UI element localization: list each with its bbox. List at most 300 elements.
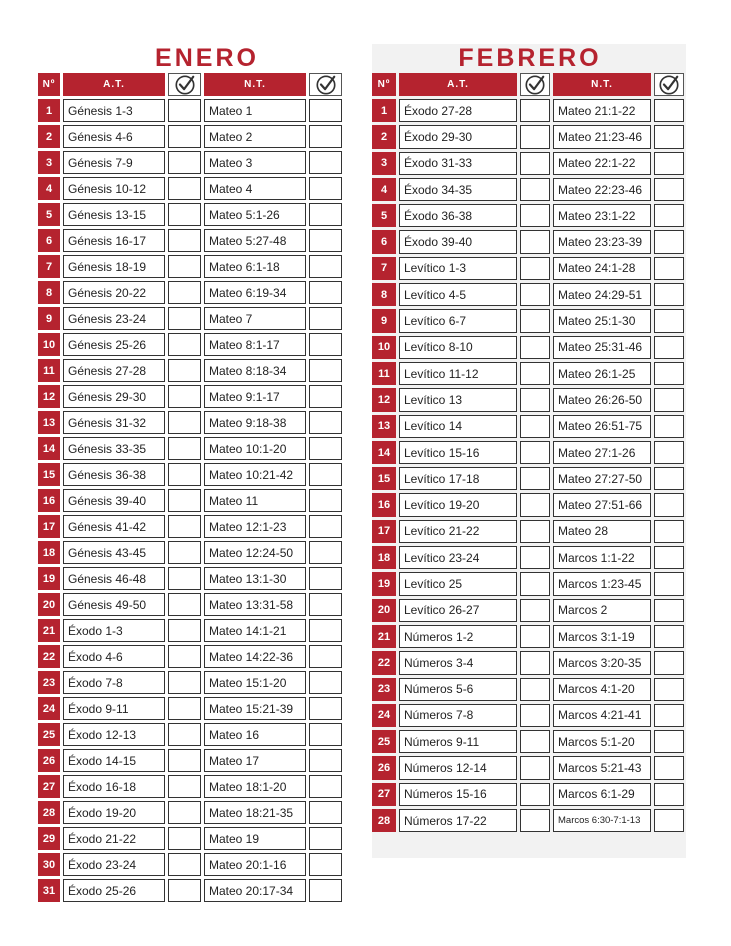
new-testament-reading: Mateo 24:29-51 bbox=[553, 283, 651, 306]
at-checkbox[interactable] bbox=[168, 749, 201, 772]
day-number: 8 bbox=[38, 281, 60, 304]
old-testament-reading: Éxodo 21-22 bbox=[63, 827, 165, 850]
new-testament-reading: Mateo 13:1-30 bbox=[204, 567, 306, 590]
table-row bbox=[38, 593, 342, 616]
at-checkbox[interactable] bbox=[168, 879, 201, 902]
old-testament-reading: Génesis 7-9 bbox=[63, 151, 165, 174]
day-number: 29 bbox=[38, 827, 60, 850]
day-number: 22 bbox=[38, 645, 60, 668]
at-checkbox[interactable] bbox=[520, 493, 550, 516]
nt-checkbox[interactable] bbox=[309, 203, 342, 226]
nt-checkbox[interactable] bbox=[309, 515, 342, 538]
nt-checkbox[interactable] bbox=[309, 697, 342, 720]
at-checkbox[interactable] bbox=[168, 853, 201, 876]
new-testament-reading: Mateo 18:21-35 bbox=[204, 801, 306, 824]
table-row bbox=[372, 441, 684, 464]
new-testament-reading: Marcos 1:1-22 bbox=[553, 546, 651, 569]
at-checkbox[interactable] bbox=[520, 336, 550, 359]
at-checkbox[interactable] bbox=[520, 625, 550, 648]
old-testament-reading: Números 5-6 bbox=[399, 678, 517, 701]
day-number: 23 bbox=[38, 671, 60, 694]
nt-checkbox[interactable] bbox=[654, 125, 684, 148]
new-testament-reading: Mateo 10:1-20 bbox=[204, 437, 306, 460]
table-row bbox=[372, 388, 684, 411]
at-checkbox[interactable] bbox=[520, 441, 550, 464]
nt-checkbox[interactable] bbox=[309, 177, 342, 200]
at-checkbox[interactable] bbox=[168, 437, 201, 460]
table-row bbox=[372, 809, 684, 832]
at-checkbox[interactable] bbox=[168, 385, 201, 408]
table-row bbox=[38, 567, 342, 590]
new-testament-reading: Mateo 27:1-26 bbox=[553, 441, 651, 464]
old-testament-reading: Génesis 16-17 bbox=[63, 229, 165, 252]
nt-checkbox[interactable] bbox=[654, 467, 684, 490]
table-row bbox=[372, 520, 684, 543]
nt-checkbox[interactable] bbox=[309, 99, 342, 122]
new-testament-reading: Mateo 5:27-48 bbox=[204, 229, 306, 252]
at-checkbox[interactable] bbox=[168, 697, 201, 720]
table-row bbox=[38, 723, 342, 746]
new-testament-reading: Mateo 20:1-16 bbox=[204, 853, 306, 876]
day-number: 11 bbox=[372, 362, 396, 385]
day-number: 4 bbox=[372, 178, 396, 201]
old-testament-reading: Éxodo 9-11 bbox=[63, 697, 165, 720]
nt-checkbox[interactable] bbox=[309, 879, 342, 902]
at-checkbox[interactable] bbox=[168, 619, 201, 642]
table-row bbox=[38, 515, 342, 538]
at-checkbox[interactable] bbox=[520, 546, 550, 569]
table-row bbox=[372, 204, 684, 227]
old-testament-reading: Levítico 6-7 bbox=[399, 309, 517, 332]
table-row bbox=[38, 333, 342, 356]
table-header bbox=[38, 73, 342, 96]
at-checkbox[interactable] bbox=[168, 177, 201, 200]
at-checkbox[interactable] bbox=[520, 204, 550, 227]
new-testament-reading: Mateo 15:1-20 bbox=[204, 671, 306, 694]
day-number: 26 bbox=[372, 756, 396, 779]
new-testament-reading: Mateo 26:26-50 bbox=[553, 388, 651, 411]
at-checkbox[interactable] bbox=[520, 572, 550, 595]
old-testament-reading: Génesis 4-6 bbox=[63, 125, 165, 148]
nt-checkbox[interactable] bbox=[654, 336, 684, 359]
at-checkbox[interactable] bbox=[168, 151, 201, 174]
nt-checkbox[interactable] bbox=[309, 671, 342, 694]
table-row bbox=[38, 827, 342, 850]
table-row bbox=[372, 599, 684, 622]
old-testament-reading: Génesis 33-35 bbox=[63, 437, 165, 460]
nt-checkbox[interactable] bbox=[309, 723, 342, 746]
nt-checkbox[interactable] bbox=[309, 801, 342, 824]
table-row bbox=[38, 125, 342, 148]
table-row bbox=[38, 853, 342, 876]
at-checkbox[interactable] bbox=[168, 307, 201, 330]
old-testament-reading: Génesis 36-38 bbox=[63, 463, 165, 486]
at-checkbox[interactable] bbox=[168, 775, 201, 798]
at-checkbox[interactable] bbox=[168, 567, 201, 590]
at-checkbox[interactable] bbox=[520, 809, 550, 832]
new-testament-reading: Marcos 1:23-45 bbox=[553, 572, 651, 595]
day-number: 28 bbox=[38, 801, 60, 824]
table-row bbox=[38, 697, 342, 720]
at-checkbox[interactable] bbox=[168, 99, 201, 122]
day-number: 19 bbox=[372, 572, 396, 595]
at-checkbox[interactable] bbox=[168, 723, 201, 746]
day-number: 18 bbox=[38, 541, 60, 564]
old-testament-reading: Éxodo 27-28 bbox=[399, 99, 517, 122]
old-testament-reading: Génesis 43-45 bbox=[63, 541, 165, 564]
day-number: 1 bbox=[372, 99, 396, 122]
nt-checkbox[interactable] bbox=[654, 651, 684, 674]
day-number: 16 bbox=[38, 489, 60, 512]
nt-checkbox[interactable] bbox=[654, 178, 684, 201]
table-row bbox=[38, 151, 342, 174]
nt-checkbox[interactable] bbox=[654, 704, 684, 727]
at-checkbox[interactable] bbox=[168, 411, 201, 434]
table-row bbox=[38, 229, 342, 252]
at-checkbox[interactable] bbox=[168, 541, 201, 564]
new-testament-reading: Mateo 3 bbox=[204, 151, 306, 174]
nt-checkbox[interactable] bbox=[654, 756, 684, 779]
day-number: 2 bbox=[38, 125, 60, 148]
at-checkbox[interactable] bbox=[520, 230, 550, 253]
at-checkbox[interactable] bbox=[520, 467, 550, 490]
nt-checkbox[interactable] bbox=[654, 599, 684, 622]
day-number: 1 bbox=[38, 99, 60, 122]
day-number: 27 bbox=[372, 783, 396, 806]
day-number: 3 bbox=[372, 152, 396, 175]
new-testament-reading: Mateo 12:24-50 bbox=[204, 541, 306, 564]
day-number: 17 bbox=[372, 520, 396, 543]
nt-checkbox[interactable] bbox=[654, 783, 684, 806]
nt-checkbox[interactable] bbox=[309, 853, 342, 876]
nt-checkbox[interactable] bbox=[654, 415, 684, 438]
table-row bbox=[38, 619, 342, 642]
nt-checkbox[interactable] bbox=[309, 775, 342, 798]
table-row bbox=[372, 651, 684, 674]
new-testament-reading: Marcos 2 bbox=[553, 599, 651, 622]
nt-checkbox[interactable] bbox=[309, 567, 342, 590]
old-testament-reading: Números 9-11 bbox=[399, 730, 517, 753]
old-testament-reading: Éxodo 23-24 bbox=[63, 853, 165, 876]
table-row bbox=[38, 307, 342, 330]
table-row bbox=[372, 125, 684, 148]
nt-checkbox[interactable] bbox=[309, 281, 342, 304]
old-testament-reading: Éxodo 14-15 bbox=[63, 749, 165, 772]
at-checkbox[interactable] bbox=[520, 388, 550, 411]
nt-checkbox[interactable] bbox=[309, 463, 342, 486]
header-nt: N.T. bbox=[204, 73, 306, 96]
at-checkbox[interactable] bbox=[520, 756, 550, 779]
at-checkbox[interactable] bbox=[520, 704, 550, 727]
new-testament-reading: Mateo 17 bbox=[204, 749, 306, 772]
table-row bbox=[38, 645, 342, 668]
old-testament-reading: Levítico 11-12 bbox=[399, 362, 517, 385]
table-row bbox=[372, 257, 684, 280]
day-number: 12 bbox=[38, 385, 60, 408]
old-testament-reading: Levítico 21-22 bbox=[399, 520, 517, 543]
table-row bbox=[372, 230, 684, 253]
table-row bbox=[372, 493, 684, 516]
nt-checkbox[interactable] bbox=[654, 309, 684, 332]
day-number: 10 bbox=[372, 336, 396, 359]
table-row bbox=[38, 203, 342, 226]
at-checkbox[interactable] bbox=[520, 309, 550, 332]
at-checkbox[interactable] bbox=[520, 520, 550, 543]
nt-checkbox[interactable] bbox=[654, 283, 684, 306]
old-testament-reading: Éxodo 31-33 bbox=[399, 152, 517, 175]
old-testament-reading: Levítico 1-3 bbox=[399, 257, 517, 280]
header-at: A.T. bbox=[63, 73, 165, 96]
nt-checkbox[interactable] bbox=[654, 493, 684, 516]
at-checkbox[interactable] bbox=[168, 827, 201, 850]
table-row bbox=[372, 467, 684, 490]
table-row bbox=[38, 177, 342, 200]
new-testament-reading: Mateo 6:1-18 bbox=[204, 255, 306, 278]
table-row bbox=[372, 309, 684, 332]
new-testament-reading: Mateo 27:27-50 bbox=[553, 467, 651, 490]
old-testament-reading: Éxodo 39-40 bbox=[399, 230, 517, 253]
nt-checkbox[interactable] bbox=[654, 388, 684, 411]
day-number: 19 bbox=[38, 567, 60, 590]
day-number: 5 bbox=[38, 203, 60, 226]
table-row bbox=[38, 359, 342, 382]
new-testament-reading: Mateo 1 bbox=[204, 99, 306, 122]
at-checkbox[interactable] bbox=[520, 178, 550, 201]
nt-checkbox[interactable] bbox=[309, 411, 342, 434]
at-checkbox[interactable] bbox=[520, 125, 550, 148]
nt-checkbox[interactable] bbox=[654, 99, 684, 122]
nt-checkbox[interactable] bbox=[654, 546, 684, 569]
old-testament-reading: Números 3-4 bbox=[399, 651, 517, 674]
day-number: 28 bbox=[372, 809, 396, 832]
nt-checkbox[interactable] bbox=[654, 362, 684, 385]
nt-checkbox[interactable] bbox=[654, 572, 684, 595]
nt-checkbox[interactable] bbox=[309, 151, 342, 174]
header-num: Nº bbox=[372, 73, 396, 96]
day-number: 11 bbox=[38, 359, 60, 382]
at-checkbox[interactable] bbox=[168, 645, 201, 668]
nt-checkbox[interactable] bbox=[654, 230, 684, 253]
old-testament-reading: Génesis 29-30 bbox=[63, 385, 165, 408]
old-testament-reading: Génesis 18-19 bbox=[63, 255, 165, 278]
old-testament-reading: Éxodo 7-8 bbox=[63, 671, 165, 694]
day-number: 9 bbox=[372, 309, 396, 332]
new-testament-reading: Mateo 9:18-38 bbox=[204, 411, 306, 434]
at-checkbox[interactable] bbox=[520, 678, 550, 701]
header-at: A.T. bbox=[399, 73, 517, 96]
circle-check-icon bbox=[168, 73, 201, 96]
nt-checkbox[interactable] bbox=[654, 625, 684, 648]
nt-checkbox[interactable] bbox=[309, 827, 342, 850]
old-testament-reading: Génesis 23-24 bbox=[63, 307, 165, 330]
at-checkbox[interactable] bbox=[168, 203, 201, 226]
circle-check-icon bbox=[520, 73, 550, 96]
day-number: 25 bbox=[38, 723, 60, 746]
table-row bbox=[38, 385, 342, 408]
old-testament-reading: Números 17-22 bbox=[399, 809, 517, 832]
month-title: ENERO bbox=[155, 44, 259, 72]
nt-checkbox[interactable] bbox=[654, 730, 684, 753]
nt-checkbox[interactable] bbox=[309, 333, 342, 356]
day-number: 14 bbox=[372, 441, 396, 464]
nt-checkbox[interactable] bbox=[309, 229, 342, 252]
new-testament-reading: Mateo 28 bbox=[553, 520, 651, 543]
header-nt: N.T. bbox=[553, 73, 651, 96]
nt-checkbox[interactable] bbox=[309, 619, 342, 642]
old-testament-reading: Éxodo 25-26 bbox=[63, 879, 165, 902]
at-checkbox[interactable] bbox=[168, 463, 201, 486]
old-testament-reading: Levítico 23-24 bbox=[399, 546, 517, 569]
day-number: 26 bbox=[38, 749, 60, 772]
nt-checkbox[interactable] bbox=[309, 307, 342, 330]
at-checkbox[interactable] bbox=[520, 415, 550, 438]
new-testament-reading: Marcos 3:1-19 bbox=[553, 625, 651, 648]
table-row bbox=[38, 775, 342, 798]
day-number: 23 bbox=[372, 678, 396, 701]
nt-checkbox[interactable] bbox=[309, 255, 342, 278]
table-row bbox=[372, 704, 684, 727]
table-row bbox=[372, 152, 684, 175]
at-checkbox[interactable] bbox=[520, 783, 550, 806]
day-number: 20 bbox=[38, 593, 60, 616]
table-row bbox=[372, 99, 684, 122]
nt-checkbox[interactable] bbox=[309, 489, 342, 512]
nt-checkbox[interactable] bbox=[309, 593, 342, 616]
day-number: 7 bbox=[38, 255, 60, 278]
new-testament-reading: Mateo 23:23-39 bbox=[553, 230, 651, 253]
at-checkbox[interactable] bbox=[168, 593, 201, 616]
old-testament-reading: Éxodo 29-30 bbox=[399, 125, 517, 148]
new-testament-reading: Mateo 7 bbox=[204, 307, 306, 330]
at-checkbox[interactable] bbox=[520, 99, 550, 122]
table-row bbox=[372, 336, 684, 359]
at-checkbox[interactable] bbox=[168, 125, 201, 148]
nt-checkbox[interactable] bbox=[309, 359, 342, 382]
at-checkbox[interactable] bbox=[168, 333, 201, 356]
new-testament-reading: Mateo 15:21-39 bbox=[204, 697, 306, 720]
at-checkbox[interactable] bbox=[168, 229, 201, 252]
nt-checkbox[interactable] bbox=[309, 385, 342, 408]
new-testament-reading: Mateo 24:1-28 bbox=[553, 257, 651, 280]
new-testament-reading: Mateo 26:1-25 bbox=[553, 362, 651, 385]
new-testament-reading: Mateo 26:51-75 bbox=[553, 415, 651, 438]
day-number: 15 bbox=[38, 463, 60, 486]
nt-checkbox[interactable] bbox=[309, 541, 342, 564]
new-testament-reading: Mateo 23:1-22 bbox=[553, 204, 651, 227]
old-testament-reading: Génesis 49-50 bbox=[63, 593, 165, 616]
new-testament-reading: Mateo 22:23-46 bbox=[553, 178, 651, 201]
nt-checkbox[interactable] bbox=[309, 749, 342, 772]
nt-checkbox[interactable] bbox=[654, 204, 684, 227]
reading-table bbox=[38, 73, 342, 905]
at-checkbox[interactable] bbox=[520, 283, 550, 306]
old-testament-reading: Génesis 27-28 bbox=[63, 359, 165, 382]
table-row bbox=[372, 415, 684, 438]
old-testament-reading: Levítico 4-5 bbox=[399, 283, 517, 306]
nt-checkbox[interactable] bbox=[654, 678, 684, 701]
at-checkbox[interactable] bbox=[520, 152, 550, 175]
at-checkbox[interactable] bbox=[520, 257, 550, 280]
at-checkbox[interactable] bbox=[520, 599, 550, 622]
new-testament-reading: Mateo 19 bbox=[204, 827, 306, 850]
day-number: 20 bbox=[372, 599, 396, 622]
table-row bbox=[372, 783, 684, 806]
table-row bbox=[372, 178, 684, 201]
new-testament-reading: Marcos 3:20-35 bbox=[553, 651, 651, 674]
old-testament-reading: Levítico 14 bbox=[399, 415, 517, 438]
at-checkbox[interactable] bbox=[168, 671, 201, 694]
at-checkbox[interactable] bbox=[168, 255, 201, 278]
old-testament-reading: Génesis 1-3 bbox=[63, 99, 165, 122]
table-row bbox=[38, 99, 342, 122]
old-testament-reading: Éxodo 19-20 bbox=[63, 801, 165, 824]
at-checkbox[interactable] bbox=[168, 281, 201, 304]
at-checkbox[interactable] bbox=[168, 515, 201, 538]
nt-checkbox[interactable] bbox=[309, 645, 342, 668]
new-testament-reading: Mateo 21:23-46 bbox=[553, 125, 651, 148]
at-checkbox[interactable] bbox=[520, 362, 550, 385]
nt-checkbox[interactable] bbox=[654, 520, 684, 543]
nt-checkbox[interactable] bbox=[309, 437, 342, 460]
day-number: 4 bbox=[38, 177, 60, 200]
new-testament-reading: Mateo 21:1-22 bbox=[553, 99, 651, 122]
at-checkbox[interactable] bbox=[168, 489, 201, 512]
new-testament-reading: Marcos 6:1-29 bbox=[553, 783, 651, 806]
month-febrero bbox=[372, 44, 686, 858]
table-row bbox=[372, 546, 684, 569]
table-row bbox=[38, 463, 342, 486]
new-testament-reading: Mateo 2 bbox=[204, 125, 306, 148]
new-testament-reading: Marcos 6:30-7:1-13 bbox=[553, 809, 651, 832]
day-number: 21 bbox=[38, 619, 60, 642]
at-checkbox[interactable] bbox=[520, 730, 550, 753]
table-row bbox=[372, 678, 684, 701]
day-number: 6 bbox=[372, 230, 396, 253]
nt-checkbox[interactable] bbox=[654, 152, 684, 175]
table-row bbox=[372, 625, 684, 648]
table-row bbox=[372, 362, 684, 385]
nt-checkbox[interactable] bbox=[654, 441, 684, 464]
day-number: 22 bbox=[372, 651, 396, 674]
table-row bbox=[38, 879, 342, 902]
old-testament-reading: Génesis 46-48 bbox=[63, 567, 165, 590]
at-checkbox[interactable] bbox=[168, 801, 201, 824]
old-testament-reading: Levítico 26-27 bbox=[399, 599, 517, 622]
new-testament-reading: Mateo 10:21-42 bbox=[204, 463, 306, 486]
table-row bbox=[38, 541, 342, 564]
nt-checkbox[interactable] bbox=[654, 257, 684, 280]
table-row bbox=[38, 671, 342, 694]
table-row bbox=[372, 572, 684, 595]
new-testament-reading: Marcos 5:21-43 bbox=[553, 756, 651, 779]
table-row bbox=[38, 411, 342, 434]
day-number: 13 bbox=[38, 411, 60, 434]
day-number: 3 bbox=[38, 151, 60, 174]
new-testament-reading: Mateo 27:51-66 bbox=[553, 493, 651, 516]
day-number: 14 bbox=[38, 437, 60, 460]
nt-checkbox[interactable] bbox=[654, 809, 684, 832]
old-testament-reading: Génesis 39-40 bbox=[63, 489, 165, 512]
old-testament-reading: Levítico 19-20 bbox=[399, 493, 517, 516]
nt-checkbox[interactable] bbox=[309, 125, 342, 148]
at-checkbox[interactable] bbox=[168, 359, 201, 382]
day-number: 31 bbox=[38, 879, 60, 902]
table-row bbox=[38, 255, 342, 278]
day-number: 25 bbox=[372, 730, 396, 753]
old-testament-reading: Éxodo 1-3 bbox=[63, 619, 165, 642]
at-checkbox[interactable] bbox=[520, 651, 550, 674]
old-testament-reading: Génesis 13-15 bbox=[63, 203, 165, 226]
